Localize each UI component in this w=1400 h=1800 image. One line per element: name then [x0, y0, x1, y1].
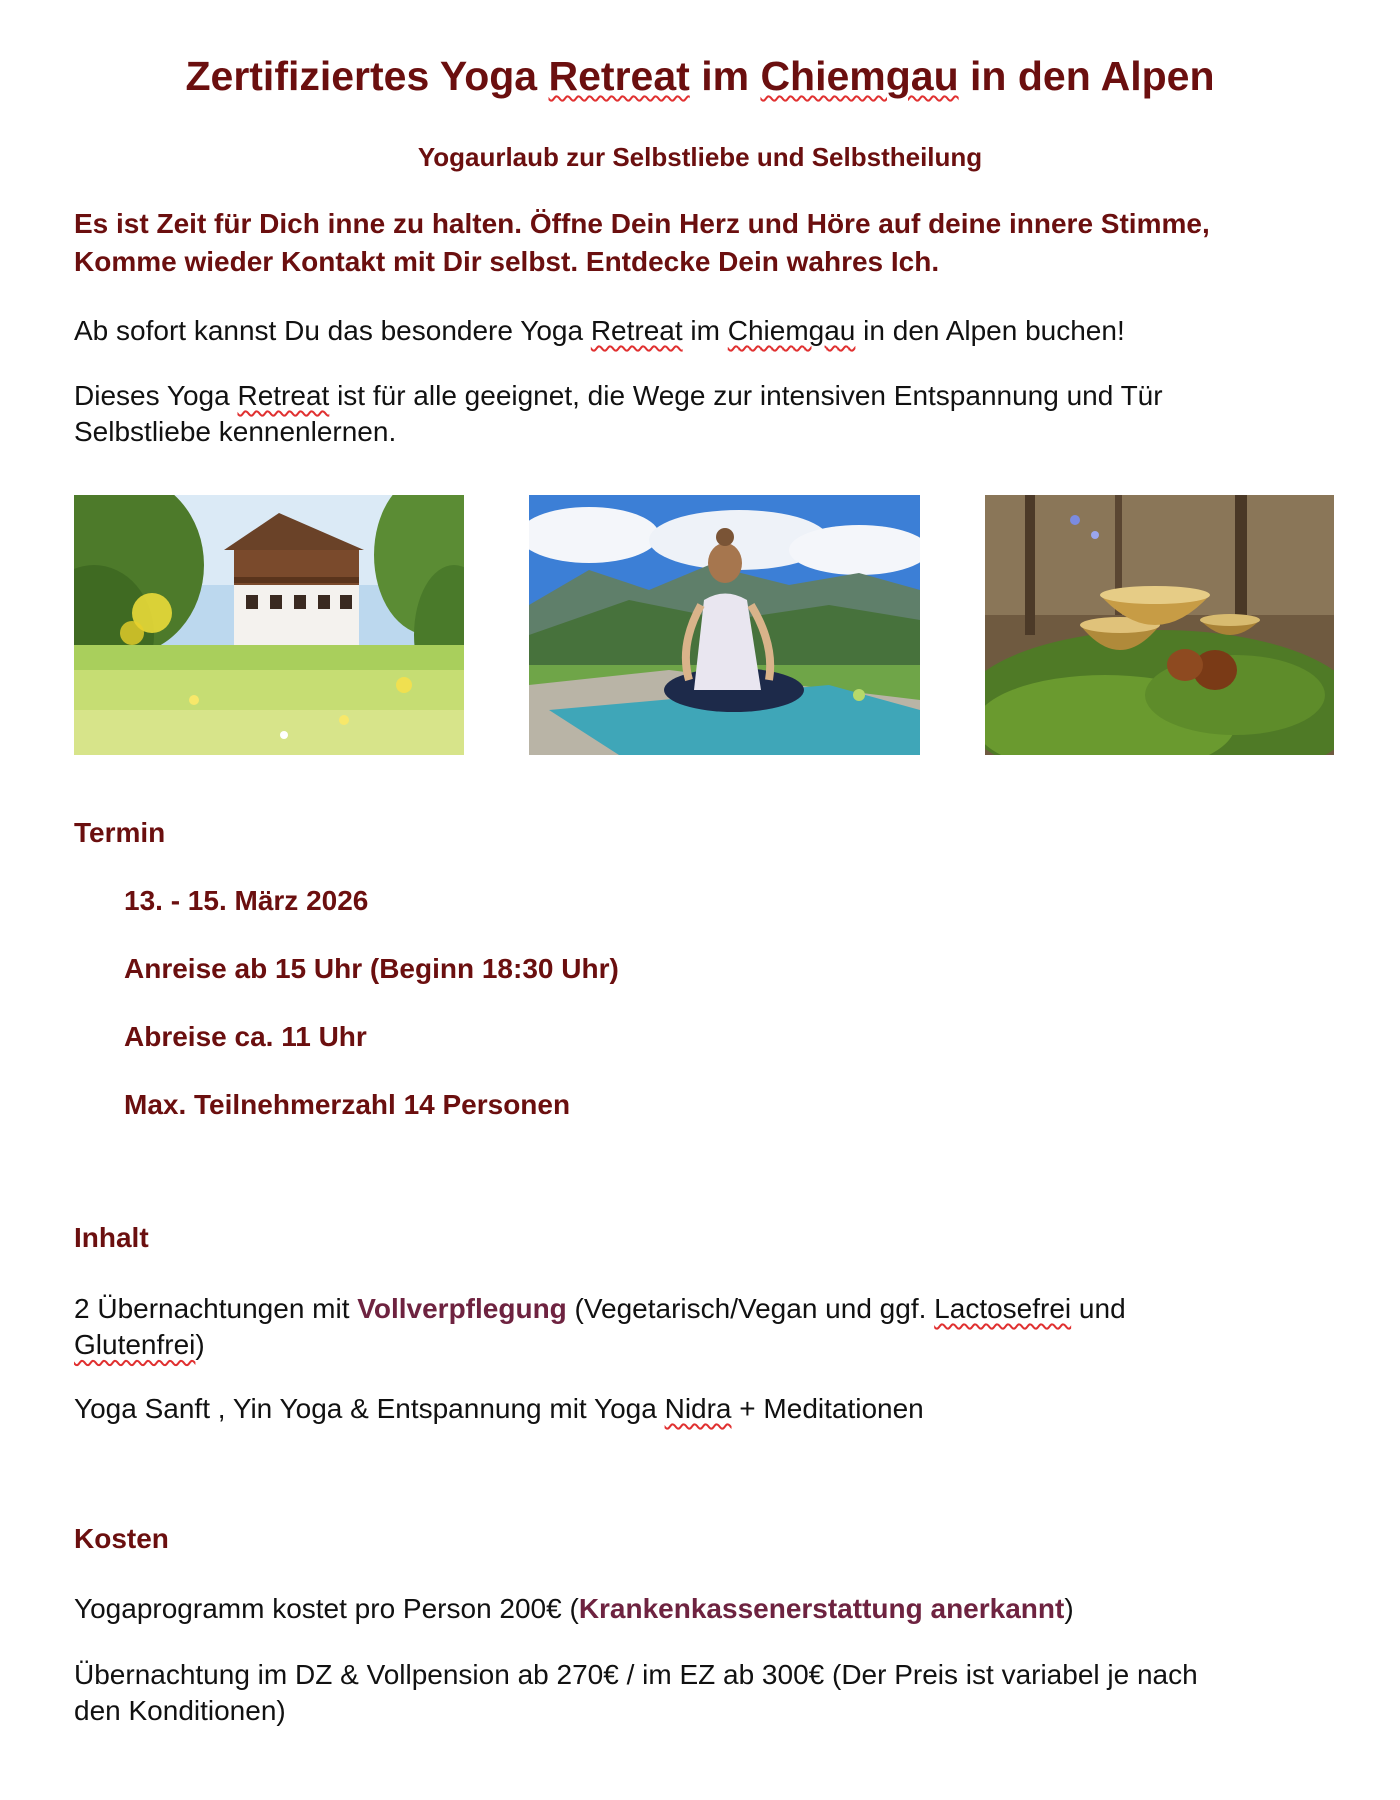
intro-paragraph-suitability [74, 378, 1334, 451]
lead-line: Es ist Zeit für Dich inne zu halten. Öffne Dein Herz und Höre auf deine innere Stimme, [74, 208, 1210, 239]
text-line [74, 1291, 1334, 1327]
text-run: Yogaprogramm kostet pro Person 200€ ( [74, 1593, 579, 1624]
termin-max-participants: Max. Teilnehmerzahl 14 Personen [124, 1089, 571, 1120]
lead-line: Komme wieder Kontakt mit Dir selbst. Entdecke Dein wahres Ich. [74, 245, 940, 277]
highlight-insurance-refund: Krankenkassenerstattung anerkannt [578, 1593, 1065, 1624]
spellcheck-word: Glutenfrei [74, 1329, 196, 1361]
spellcheck-word: Retreat [237, 380, 330, 411]
singing-bowls-image [985, 495, 1334, 755]
termin-arrival: Anreise ab 15 Uhr (Beginn 18:30 Uhr) [124, 953, 619, 984]
text-run: ) [195, 1329, 205, 1361]
text-run: 2 Übernachtungen mit [74, 1293, 358, 1324]
subtitle: Yogaurlaub zur Selbstliebe und Selbstheilung [417, 142, 983, 172]
inhalt-accommodation [74, 1291, 1334, 1364]
page-title [0, 52, 1400, 101]
text-line: Übernachtung im DZ & Vollpension ab 270€ / im EZ ab 300€ (Der Preis ist variabel je nach [74, 1659, 1198, 1690]
text-line: Selbstliebe kennenlernen. [74, 416, 397, 448]
spellcheck-word: Nidra [664, 1393, 732, 1424]
text-run: Dieses Yoga [74, 380, 238, 411]
text-run: Ab sofort kannst Du das besondere Yoga [74, 315, 591, 346]
spellcheck-word: Lactosefrei [934, 1293, 1072, 1324]
intro-paragraph-booking [74, 313, 1334, 349]
heading-inhalt: Inhalt [74, 1222, 149, 1253]
termin-departure: Abreise ca. 11 Uhr [124, 1021, 367, 1052]
kosten-accommodation-price [74, 1657, 1334, 1730]
spellcheck-word: Chiemgau [727, 315, 856, 346]
highlight-full-board: Vollverpflegung [357, 1293, 567, 1324]
termin-date: 13. - 15. März 2026 [124, 885, 369, 916]
photo-yoga-mountains [529, 495, 920, 755]
text-line [74, 1327, 1334, 1363]
lead-paragraph [74, 205, 1334, 280]
title-text: in den Alpen [958, 53, 1215, 99]
text-line: den Konditionen) [74, 1695, 286, 1727]
text-line [74, 378, 1334, 414]
text-run: (Vegetarisch/Vegan und ggf. [566, 1293, 935, 1324]
text-run: und [1071, 1293, 1126, 1324]
text-run: in den Alpen buchen! [855, 315, 1125, 346]
photo-singing-bowls-moss [985, 495, 1334, 755]
text-run: + Meditationen [731, 1393, 924, 1424]
photo-farmhouse-meadow [74, 495, 464, 755]
title-text: im [689, 53, 761, 99]
inhalt-yoga-program [74, 1391, 1334, 1427]
title-spellcheck-word: Retreat [548, 53, 690, 99]
title-spellcheck-word: Chiemgau [760, 53, 959, 99]
spellcheck-word: Retreat [590, 315, 683, 346]
text-run: ) [1064, 1593, 1074, 1624]
title-text: Zertifiziertes Yoga [185, 53, 549, 99]
text-run: ist für alle geeignet, die Wege zur intensiven Entspannung und Tür [329, 380, 1163, 411]
text-run: im [682, 315, 728, 346]
yoga-mountains-image [529, 495, 920, 755]
text-run: Yoga Sanft , Yin Yoga & Entspannung mit Yoga [74, 1393, 665, 1424]
heading-kosten: Kosten [74, 1523, 169, 1554]
kosten-yoga-price [74, 1591, 1334, 1627]
heading-termin: Termin [74, 817, 166, 848]
farmhouse-meadow-image [74, 495, 464, 755]
